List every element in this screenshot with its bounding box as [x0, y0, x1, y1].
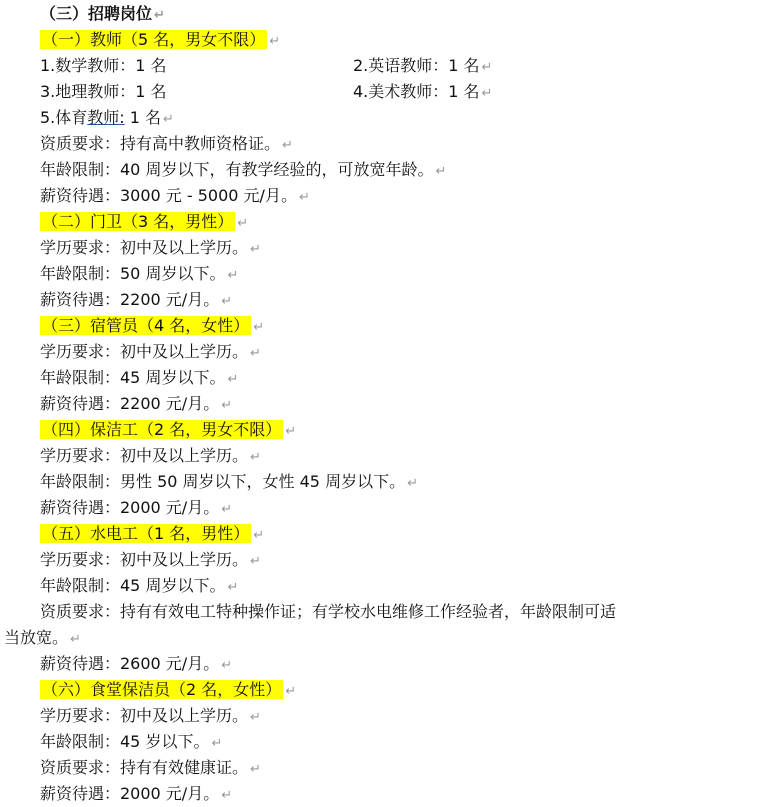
paragraph-mark: ↵	[154, 8, 165, 23]
canteen-salary: 薪资待遇：2000 元/月。 ↵	[40, 784, 233, 803]
dorm-heading: （三）宿管员（4 名，女性） ↵	[42, 316, 265, 335]
underlined-text: 教师:	[87, 108, 125, 127]
math-teacher: 1.数学教师：1 名	[40, 56, 167, 75]
highlighted-heading: （三）宿管员（4 名，女性）	[42, 316, 250, 335]
geography-teacher: 3.地理教师：1 名	[40, 82, 167, 101]
electrician-heading: （五）水电工（1 名，男性） ↵	[42, 524, 265, 543]
canteen-qualification: 资质要求：持有有效健康证。 ↵	[40, 758, 261, 777]
teacher-heading: （一）教师（5 名，男女不限） ↵	[42, 30, 281, 49]
electrician-qualification: 资质要求：持有有效电工特种操作证；有学校水电维修工作经验者，年龄限制可适	[40, 602, 617, 621]
guard-salary: 薪资待遇：2200 元/月。 ↵	[40, 290, 233, 309]
electrician-salary: 薪资待遇：2600 元/月。 ↵	[40, 654, 233, 673]
electrician-age: 年龄限制：45 周岁以下。 ↵	[40, 576, 239, 595]
teacher-row-1: 1.数学教师：1 名 2.英语教师：1 名 ↵	[40, 56, 493, 75]
teacher-salary: 薪资待遇：3000 元 - 5000 元/月。 ↵	[40, 186, 310, 205]
art-teacher: 4.美术教师：1 名	[353, 82, 480, 101]
teacher-qualification: 资质要求：持有高中教师资格证。 ↵	[40, 134, 293, 153]
cleaner-salary: 薪资待遇：2000 元/月。 ↵	[40, 498, 233, 517]
dorm-age: 年龄限制：45 周岁以下。 ↵	[40, 368, 239, 387]
highlighted-heading: （五）水电工（1 名，男性）	[42, 524, 250, 543]
canteen-heading: （六）食堂保洁员（2 名，女性） ↵	[42, 680, 297, 699]
guard-education: 学历要求：初中及以上学历。 ↵	[40, 238, 261, 257]
teacher-row-2: 3.地理教师：1 名 4.美术教师：1 名 ↵	[40, 82, 493, 101]
canteen-education: 学历要求：初中及以上学历。 ↵	[40, 706, 261, 725]
highlighted-heading: （六）食堂保洁员（2 名，女性）	[42, 680, 282, 699]
cleaner-heading: （四）保洁工（2 名，男女不限） ↵	[42, 420, 297, 439]
highlighted-heading: （四）保洁工（2 名，男女不限）	[42, 420, 282, 439]
section-title: （三）招聘岗位 ↵	[40, 4, 165, 23]
electrician-education: 学历要求：初中及以上学历。 ↵	[40, 550, 261, 569]
highlighted-heading: （一）教师（5 名，男女不限）	[42, 30, 266, 49]
electrician-qualification-cont: 当放宽。 ↵	[4, 628, 81, 647]
english-teacher: 2.英语教师：1 名	[353, 56, 480, 75]
pe-teacher: 5.体育教师: 1 名 ↵	[40, 108, 174, 127]
cleaner-age: 年龄限制：男性 50 周岁以下，女性 45 周岁以下。 ↵	[40, 472, 418, 491]
highlighted-heading: （二）门卫（3 名，男性）	[42, 212, 234, 231]
guard-heading: （二）门卫（3 名，男性） ↵	[42, 212, 249, 231]
teacher-age: 年龄限制：40 周岁以下，有教学经验的，可放宽年龄。 ↵	[40, 160, 447, 179]
cleaner-education: 学历要求：初中及以上学历。 ↵	[40, 446, 261, 465]
canteen-age: 年龄限制：45 岁以下。 ↵	[40, 732, 223, 751]
guard-age: 年龄限制：50 周岁以下。 ↵	[40, 264, 239, 283]
dorm-salary: 薪资待遇：2200 元/月。 ↵	[40, 394, 233, 413]
dorm-education: 学历要求：初中及以上学历。 ↵	[40, 342, 261, 361]
